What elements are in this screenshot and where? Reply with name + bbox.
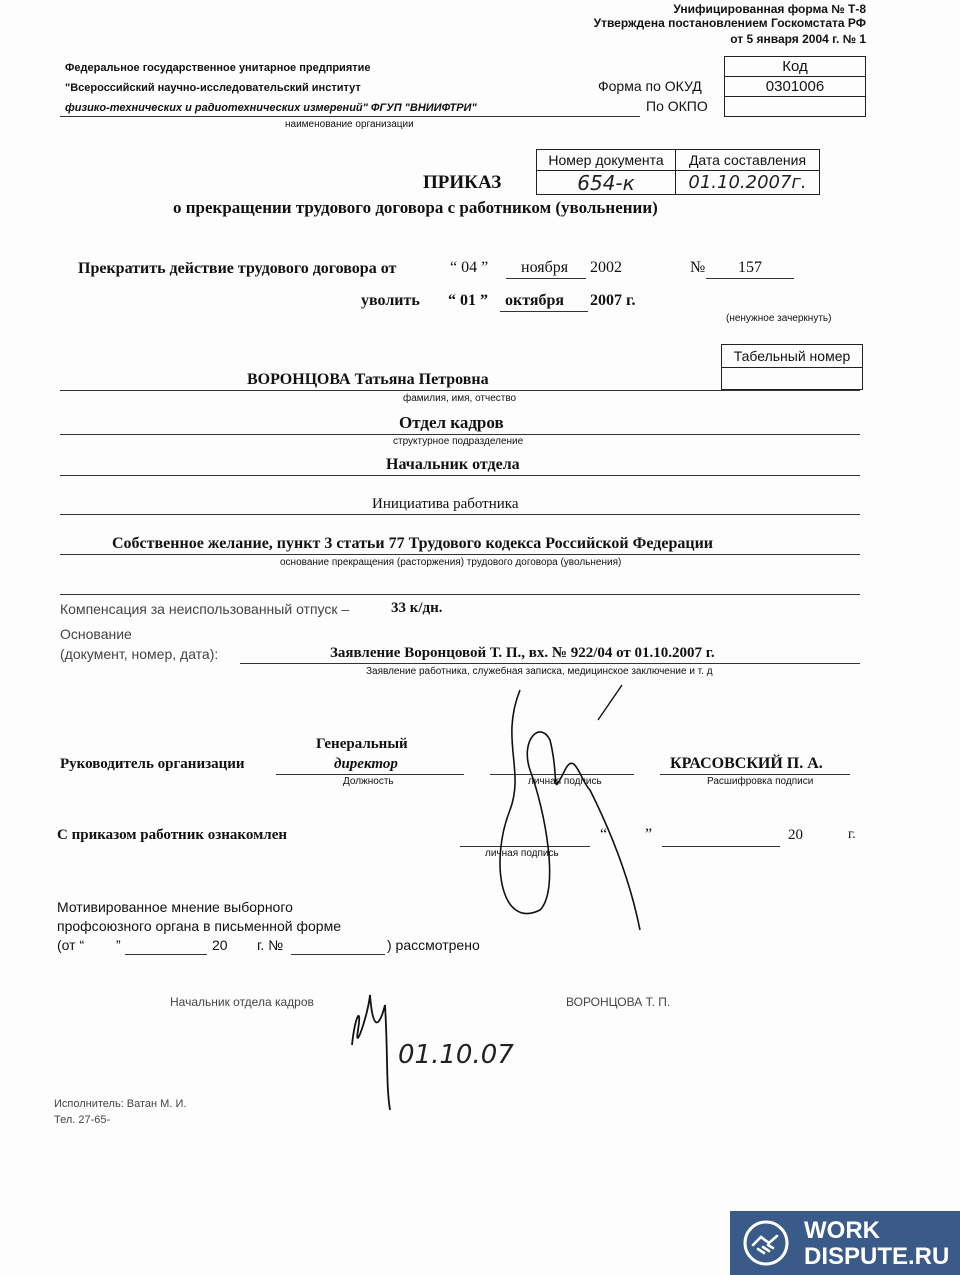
contract-month-line (506, 278, 586, 279)
reason-label-2: (документ, номер, дата): (60, 646, 219, 662)
compensation-label: Компенсация за неиспользованный отпуск – (60, 601, 350, 617)
contract-num-line (706, 278, 794, 279)
doc-number-value: 654-к (536, 170, 676, 195)
acquainted-year-suffix: г. (848, 827, 856, 842)
employee-name: ВОРОНЦОВА Татьяна Петровна (247, 371, 489, 388)
okpo-value (724, 96, 866, 117)
doc-number-header: Номер документа (536, 149, 676, 171)
head-position-2: директор (334, 756, 398, 772)
contract-day: “ 04 ” (450, 259, 489, 276)
okpo-label: По ОКПО (646, 98, 708, 114)
tabel-box (721, 344, 863, 390)
watermark-line-2: DISPUTE.RU (804, 1243, 950, 1270)
position-line (60, 475, 860, 476)
employee-name-caption: фамилия, имя, отчество (403, 393, 517, 404)
tabel-label: Табельный номер (722, 345, 862, 368)
basis-line-2 (60, 594, 860, 595)
executor-line-2: Тел. 27-65- (54, 1114, 111, 1126)
union-g: г. № (257, 937, 284, 953)
acquainted-label: С приказом работник ознакомлен (57, 827, 288, 843)
initiative-line (60, 514, 860, 515)
org-underline (60, 116, 640, 117)
employee-name-line (60, 390, 860, 391)
union-end: ) рассмотрено (387, 937, 480, 953)
watermark-line-1: WORK (804, 1217, 880, 1244)
dismiss-label: уволить (361, 292, 420, 309)
head-signature-caption: личная подпись (528, 776, 602, 787)
head-position-caption: Должность (343, 776, 394, 787)
hr-date-handwritten: 01.10.07 (398, 1040, 514, 1070)
approved-text: Утверждена постановлением Госкомстата РФ (593, 16, 866, 30)
compensation-value: 33 к/дн. (391, 600, 443, 616)
reason-value: Заявление Воронцовой Т. П., вх. № 922/04 от 01.10.2007 г. (330, 645, 715, 661)
executor-line-1: Исполнитель: Ватан М. И. (54, 1098, 187, 1110)
form-title: Унифицированная форма № Т-8 (673, 2, 866, 16)
hr-name: ВОРОНЦОВА Т. П. (566, 995, 671, 1009)
dismiss-day: “ 01 ” (448, 292, 488, 309)
union-line-3-b: ” (116, 937, 121, 953)
head-decoding-caption: Расшифровка подписи (707, 776, 814, 787)
hr-label: Начальник отдела кадров (170, 995, 314, 1009)
head-decoding: КРАСОВСКИЙ П. А. (670, 755, 823, 772)
acquainted-quote-open: “ (600, 826, 608, 843)
department-line (60, 434, 860, 435)
page-title: ПРИКАЗ (423, 172, 502, 193)
department-caption: структурное подразделение (393, 436, 524, 447)
head-position-1: Генеральный (316, 736, 408, 752)
okud-value: 0301006 (724, 76, 866, 97)
head-position-line (276, 774, 464, 775)
dismiss-year: 2007 г. (590, 292, 636, 309)
head-signature-scribble (480, 660, 660, 940)
doc-date-value: 01.10.2007г. (675, 170, 820, 195)
okud-label: Форма по ОКУД (598, 78, 702, 94)
hr-signature-scribble (340, 975, 410, 1115)
dismiss-month-line (500, 311, 588, 312)
acquainted-signature-caption: личная подпись (485, 848, 559, 859)
basis-caption: основание прекращения (расторжения) трудового договора (увольнения) (280, 557, 622, 568)
acquainted-date-line (662, 846, 780, 847)
org-line-3: физико-технических и радиотехнических измерений" ФГУП "ВНИИФТРИ" (65, 102, 477, 114)
strike-note: (ненужное зачеркнуть) (726, 313, 832, 324)
handshake-icon (742, 1219, 790, 1267)
approved-date: от 5 января 2004 г. № 1 (730, 32, 866, 46)
org-caption: наименование организации (285, 119, 414, 130)
initiative: Инициатива работника (372, 496, 519, 512)
union-month-line (125, 954, 207, 955)
position: Начальник отдела (386, 456, 520, 473)
org-line-2: "Всероссийский научно-исследовательский институт (65, 82, 361, 94)
contract-month: ноября (521, 259, 569, 276)
page-subtitle: о прекращении трудового договора с работником (увольнении) (173, 198, 658, 217)
doc-date-header: Дата составления (675, 149, 820, 171)
acquainted-quote-close: ” (645, 826, 653, 843)
tabel-value (722, 368, 862, 390)
contract-num-label: № (690, 259, 706, 276)
watermark-badge (730, 1211, 960, 1275)
union-year: 20 (212, 937, 228, 953)
union-line-2: профсоюзного органа в письменной форме (57, 918, 341, 934)
reason-caption: Заявление работника, служебная записка, медицинское заключение и т. д (366, 666, 713, 677)
contract-num-value: 157 (738, 259, 762, 276)
head-label: Руководитель организации (60, 756, 245, 772)
head-decoding-line (660, 774, 850, 775)
union-line-3-a: (от “ (57, 937, 85, 953)
org-line-1: Федеральное государственное унитарное предприятие (65, 62, 371, 74)
kod-header: Код (724, 56, 866, 77)
basis-text: Собственное желание, пункт 3 статьи 77 Трудового кодекса Российской Федерации (112, 535, 714, 552)
union-num-line (291, 954, 385, 955)
contract-year: 2002 (590, 259, 622, 276)
reason-label-1: Основание (60, 626, 132, 642)
union-line-1: Мотивированное мнение выборного (57, 899, 293, 915)
dismiss-month: октября (505, 292, 565, 309)
contract-prefix: Прекратить действие трудового договора от (78, 260, 397, 277)
acquainted-year: 20 (788, 827, 803, 843)
basis-line (60, 554, 860, 555)
department: Отдел кадров (399, 413, 504, 432)
